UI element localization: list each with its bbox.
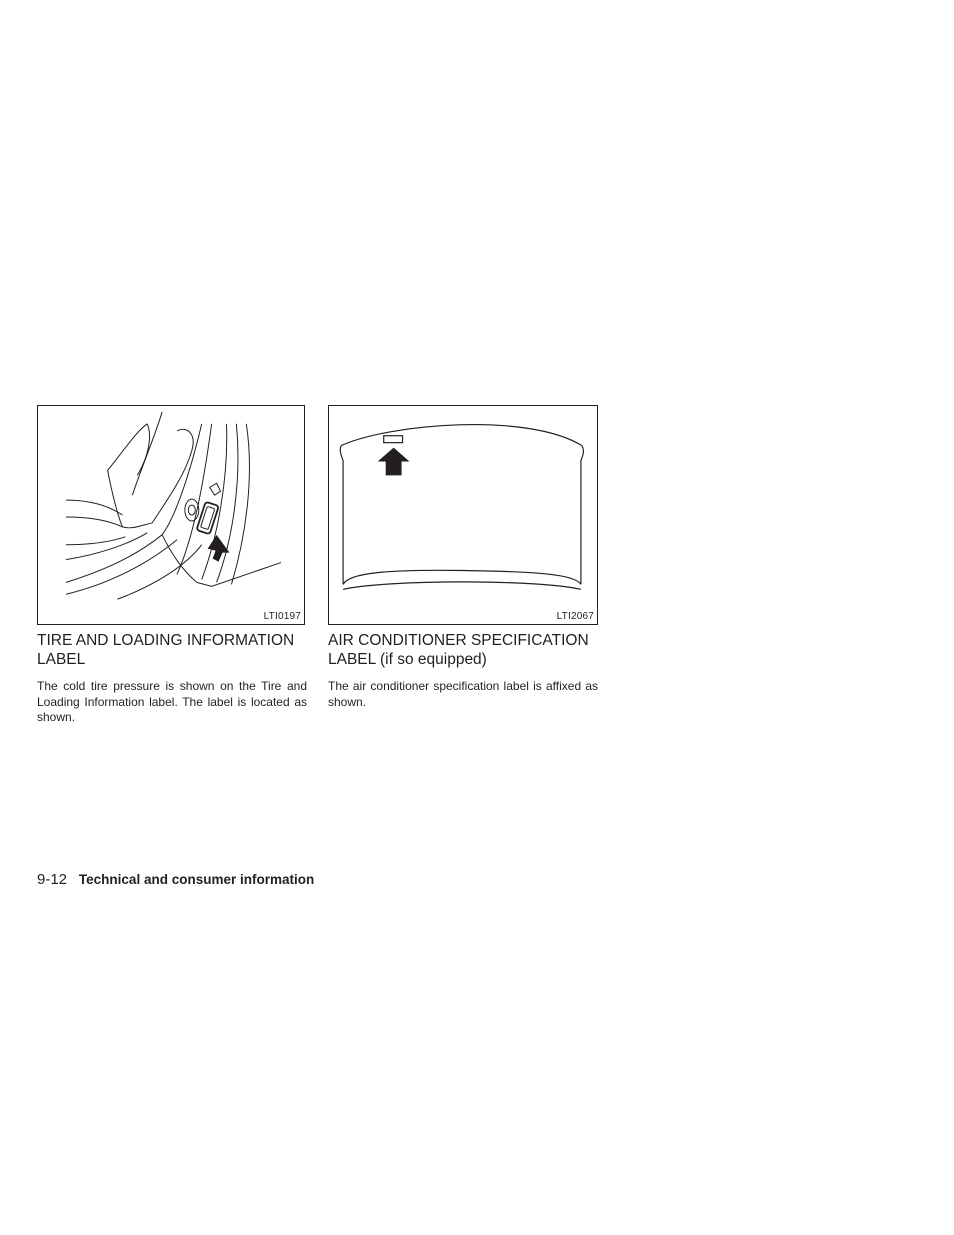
page-footer: [37, 871, 314, 888]
door-pillar-drawing: [38, 406, 304, 624]
heading-text: TIRE AND LOADING INFORMATION LABEL: [37, 632, 295, 668]
figure-code: LTI0197: [263, 611, 301, 622]
chapter-title: Technical and consumer information: [78, 872, 315, 887]
figure-code: LTI2067: [556, 611, 594, 622]
ac-label-section: [328, 631, 598, 710]
tire-label-illustration: [37, 405, 305, 625]
section-heading: [328, 631, 598, 669]
tire-label-section: [37, 631, 307, 726]
hood-drawing: [329, 406, 597, 624]
heading-note: (if so equipped): [380, 651, 487, 668]
ac-label-illustration: [328, 405, 598, 625]
section-body: The cold tire pressure is shown on the Tire and Loading Information label. The label is located as shown.: [37, 679, 307, 724]
section-heading: [37, 631, 307, 669]
heading-text: AIR CONDITIONER SPECIFICATION LABEL: [328, 632, 589, 668]
section-body: The air conditioner specification label is affixed as shown.: [328, 679, 598, 709]
page-number: 9-12: [37, 871, 68, 888]
